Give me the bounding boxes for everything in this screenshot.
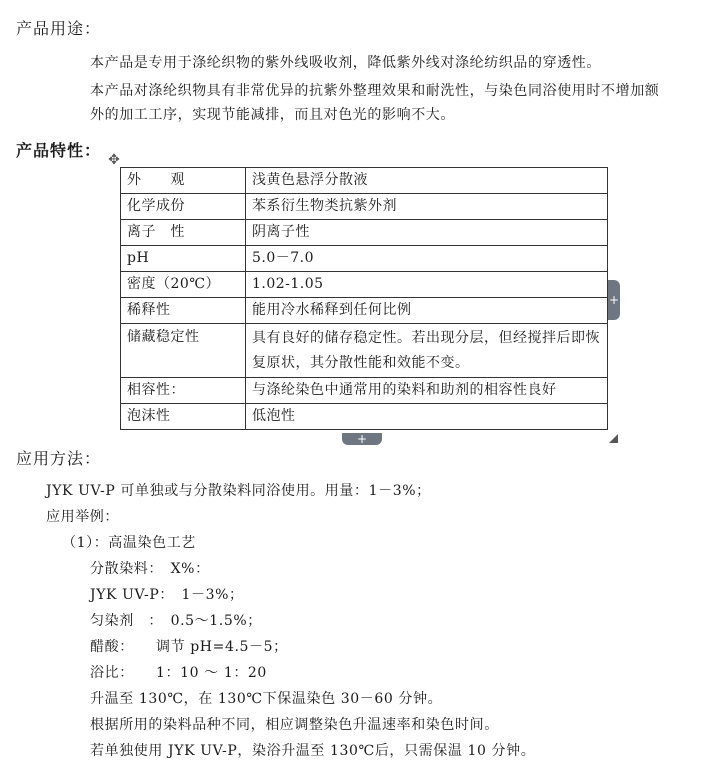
recipe-leveling-agent: 匀染剂 ： 0.5～1.5%； <box>90 613 262 629</box>
example-label: 应用举例： <box>46 509 119 525</box>
table-row <box>121 404 608 430</box>
add-row-button[interactable] <box>342 433 382 445</box>
adjust-note: 根据所用的染料品种不同，相应调整染色升温速率和染色时间。 <box>90 717 499 733</box>
product-use-paragraph-1: 本产品是专用于涤纶织物的紫外线吸收剂，降低紫外线对涤纶纺织品的穿透性。 <box>90 55 601 71</box>
heading-application-method: 应用方法： <box>16 449 102 468</box>
add-column-button[interactable] <box>608 280 620 320</box>
property-key[interactable]: 稀释性 <box>121 298 246 324</box>
properties-table <box>120 167 608 430</box>
plus-icon: + <box>356 432 368 446</box>
table-row <box>121 272 608 298</box>
standalone-note: 若单独使用 JYK UV-P，染浴升温至 130℃后，只需保温 10 分钟。 <box>90 743 536 759</box>
table-row <box>121 298 608 324</box>
recipe-acetic-acid: 醋酸： 调节 pH=4.5－5； <box>90 639 288 655</box>
product-use-paragraph-2-line-2: 外的加工工序，实现节能减排，而且对色光的影响不大。 <box>90 107 455 123</box>
process-title: （1）：高温染色工艺 <box>62 535 196 551</box>
heading-product-use: 产品用途： <box>16 19 102 38</box>
property-key[interactable]: 泡沫性 <box>121 404 246 430</box>
table-row <box>121 246 608 272</box>
table-row <box>121 168 608 194</box>
property-value[interactable]: 1.02-1.05 <box>246 272 608 298</box>
property-value[interactable]: 浅黄色悬浮分散液 <box>246 168 608 194</box>
recipe-jyk-dose: JYK UV-P： 1－3%； <box>90 587 244 603</box>
table-row <box>121 220 608 246</box>
usage-line: JYK UV-P 可单独或与分散染料同浴使用。用量：1－3%； <box>46 483 431 499</box>
table-resize-icon[interactable] <box>609 434 618 443</box>
property-value[interactable]: 具有良好的储存稳定性。若出现分层，但经搅拌后即恢复原状，其分散性能和效能不变。 <box>246 324 608 378</box>
table-move-handle-icon[interactable]: ✥ <box>108 152 120 168</box>
property-key[interactable]: 化学成份 <box>121 194 246 220</box>
property-key[interactable]: 外 观 <box>121 168 246 194</box>
property-value[interactable]: 能用冷水稀释到任何比例 <box>246 298 608 324</box>
table-row <box>121 194 608 220</box>
recipe-bath-ratio: 浴比： 1：10 ～ 1：20 <box>90 665 267 681</box>
table-row <box>121 324 608 378</box>
property-key[interactable]: 密度（20℃） <box>121 272 246 298</box>
property-value[interactable]: 与涤纶染色中通常用的染料和助剂的相容性良好 <box>246 378 608 404</box>
property-value[interactable]: 5.0－7.0 <box>246 246 608 272</box>
property-value[interactable]: 低泡性 <box>246 404 608 430</box>
property-key[interactable]: 相容性： <box>121 378 246 404</box>
recipe-disperse-dye: 分散染料： X%： <box>90 561 210 577</box>
heading-product-features: 产品特性： <box>16 141 102 160</box>
table-row <box>121 378 608 404</box>
heating-instruction: 升温至 130℃，在 130℃下保温染色 30－60 分钟。 <box>90 691 443 707</box>
property-key[interactable]: 储藏稳定性 <box>121 324 246 378</box>
property-value[interactable]: 苯系衍生物类抗紫外剂 <box>246 194 608 220</box>
property-key[interactable]: pH <box>121 246 246 272</box>
product-use-paragraph-2-line-1: 本产品对涤纶织物具有非常优异的抗紫外整理效果和耐洗性，与染色同浴使用时不增加额 <box>90 83 660 99</box>
plus-icon: + <box>608 293 620 307</box>
property-value[interactable]: 阴离子性 <box>246 220 608 246</box>
property-key[interactable]: 离子 性 <box>121 220 246 246</box>
